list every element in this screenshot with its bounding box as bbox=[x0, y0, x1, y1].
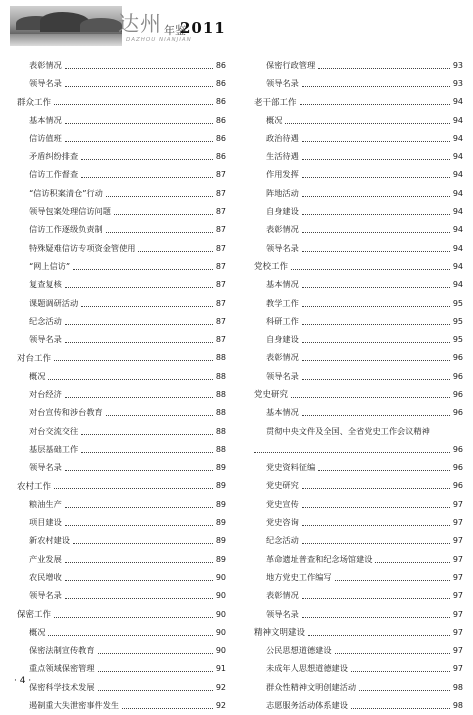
toc-entry[interactable] bbox=[254, 459, 463, 477]
toc-entry-title: 领导名录 bbox=[266, 608, 299, 619]
leader-dots bbox=[81, 452, 213, 453]
toc-entry[interactable] bbox=[17, 367, 226, 385]
leader-dots bbox=[359, 690, 450, 691]
toc-page-number: 97 bbox=[452, 664, 463, 674]
toc-entry-title: 领导名录 bbox=[29, 334, 62, 345]
leader-dots bbox=[375, 562, 449, 563]
leader-dots bbox=[302, 306, 450, 307]
banner-year: 2011 bbox=[180, 19, 226, 37]
toc-page-number: 86 bbox=[215, 133, 226, 143]
toc-page-number: 88 bbox=[215, 444, 226, 454]
toc-entry[interactable] bbox=[17, 257, 226, 275]
toc-category[interactable] bbox=[254, 623, 463, 641]
toc-entry-title: “信访积案清仓”行动 bbox=[29, 187, 103, 198]
toc-page-number: 90 bbox=[215, 609, 226, 619]
toc-entry-title: 党校工作 bbox=[254, 262, 289, 273]
toc-page-number: 87 bbox=[215, 188, 226, 198]
toc-entry-title: 重点领域保密管理 bbox=[29, 663, 95, 674]
toc-entry-title: 群众工作 bbox=[17, 97, 52, 108]
toc-entry[interactable] bbox=[17, 513, 226, 531]
toc-page-number: 98 bbox=[452, 682, 463, 692]
leader-dots bbox=[65, 525, 213, 526]
toc-page-number: 94 bbox=[452, 97, 463, 107]
toc-entry-title: 科研工作 bbox=[266, 315, 299, 326]
toc-page-number: 97 bbox=[452, 499, 463, 509]
toc-entry-title: 领导名录 bbox=[29, 77, 62, 88]
toc-entry-title: 保密科学技术发展 bbox=[29, 681, 95, 692]
toc-page-number: 94 bbox=[452, 207, 463, 217]
toc-page-number: 94 bbox=[452, 152, 463, 162]
leader-dots bbox=[302, 507, 450, 508]
toc-page-number: 87 bbox=[215, 243, 226, 253]
toc-entry-title: 地方党史工作编写 bbox=[266, 571, 332, 582]
toc-page-number: 88 bbox=[215, 371, 226, 381]
toc-entry-title: 未成年人思想道德建设 bbox=[266, 663, 348, 674]
toc-entry[interactable] bbox=[254, 367, 463, 385]
toc-entry[interactable] bbox=[17, 184, 226, 202]
toc-page-number: 86 bbox=[215, 115, 226, 125]
toc-entry-title: 党史宣传 bbox=[266, 498, 299, 509]
leader-dots bbox=[138, 251, 212, 252]
toc-page-number: 98 bbox=[452, 701, 463, 711]
toc-entry[interactable] bbox=[17, 239, 226, 257]
toc-entry-title: 党史研究 bbox=[254, 390, 289, 401]
leader-dots bbox=[48, 379, 212, 380]
toc-entry-title: 基层基础工作 bbox=[29, 443, 79, 454]
toc-page-number: 94 bbox=[452, 243, 463, 253]
toc-entry[interactable] bbox=[254, 111, 463, 129]
leader-dots bbox=[302, 488, 450, 489]
leader-dots bbox=[65, 324, 213, 325]
toc-entry[interactable] bbox=[254, 74, 463, 92]
toc-page-number: 94 bbox=[452, 170, 463, 180]
leader-dots bbox=[106, 232, 213, 233]
toc-entry[interactable] bbox=[17, 294, 226, 312]
toc-column-left bbox=[17, 56, 226, 715]
toc-entry-title: 对台宣传和涉台教育 bbox=[29, 407, 103, 418]
toc-entry-title: 政治待遇 bbox=[266, 132, 299, 143]
toc-page-number: 88 bbox=[215, 353, 226, 363]
toc-entry-title: 老干部工作 bbox=[254, 97, 297, 108]
leader-dots bbox=[81, 434, 213, 435]
toc-entry-title: 精神文明建设 bbox=[254, 628, 306, 639]
toc-entry-title: 对台工作 bbox=[17, 353, 52, 364]
toc-page-number: 97 bbox=[452, 554, 463, 564]
banner-pinyin: DAZHOU NIANJIAN bbox=[126, 37, 192, 43]
leader-dots bbox=[114, 214, 213, 215]
leader-dots bbox=[65, 68, 213, 69]
toc-entry[interactable] bbox=[254, 532, 463, 550]
toc-entry-title: 领导包案处理信访问题 bbox=[29, 206, 111, 217]
toc-entry-title: 对台经济 bbox=[29, 388, 62, 399]
toc-page-number: 92 bbox=[215, 682, 226, 692]
toc-category[interactable] bbox=[254, 257, 463, 275]
toc-entry-title: 表彰情况 bbox=[266, 224, 299, 235]
leader-dots bbox=[302, 232, 450, 233]
toc-entry[interactable] bbox=[17, 202, 226, 220]
toc-page-number: 88 bbox=[215, 408, 226, 418]
toc-entry-title: 课题调研活动 bbox=[29, 297, 79, 308]
toc-page-number: 96 bbox=[452, 408, 463, 418]
leader-dots bbox=[54, 617, 213, 618]
toc-entry[interactable] bbox=[254, 587, 463, 605]
toc-page-number: 96 bbox=[452, 444, 463, 454]
toc-entry[interactable] bbox=[254, 276, 463, 294]
leader-dots bbox=[65, 123, 213, 124]
leader-dots bbox=[300, 104, 450, 105]
leader-dots bbox=[302, 159, 450, 160]
leader-dots bbox=[302, 196, 450, 197]
leader-dots bbox=[73, 543, 213, 544]
toc-category[interactable] bbox=[254, 385, 463, 403]
toc-entry-title: 粮油生产 bbox=[29, 498, 62, 509]
leader-dots bbox=[302, 214, 450, 215]
leader-dots bbox=[302, 415, 450, 416]
leader-dots bbox=[302, 251, 450, 252]
leader-dots bbox=[302, 141, 450, 142]
toc-entry-title: 信访工作督查 bbox=[29, 169, 79, 180]
toc-entry[interactable] bbox=[254, 440, 463, 458]
toc-page-number: 92 bbox=[215, 701, 226, 711]
toc-entry-title: 领导名录 bbox=[266, 77, 299, 88]
leader-dots bbox=[318, 470, 450, 471]
leader-dots bbox=[302, 360, 450, 361]
leader-dots bbox=[302, 324, 450, 325]
toc-entry[interactable] bbox=[17, 56, 226, 74]
leader-dots bbox=[98, 653, 213, 654]
yearbook-banner bbox=[10, 6, 226, 46]
toc-entry[interactable] bbox=[254, 221, 463, 239]
toc-entry[interactable] bbox=[17, 74, 226, 92]
toc-entry-title: 自身建设 bbox=[266, 334, 299, 345]
toc-page-number: 95 bbox=[452, 335, 463, 345]
toc-entry[interactable] bbox=[17, 678, 226, 696]
toc-page-number: 97 bbox=[452, 572, 463, 582]
toc-page-number: 95 bbox=[452, 298, 463, 308]
toc-entry[interactable] bbox=[17, 221, 226, 239]
toc-entry[interactable] bbox=[254, 202, 463, 220]
toc-page-number: 86 bbox=[215, 152, 226, 162]
toc-entry[interactable] bbox=[17, 587, 226, 605]
toc-entry[interactable] bbox=[254, 678, 463, 696]
toc-entry-title: 项目建设 bbox=[29, 517, 62, 528]
toc-column-right bbox=[254, 56, 463, 715]
toc-entry-title: 阵地活动 bbox=[266, 187, 299, 198]
toc-entry[interactable] bbox=[17, 276, 226, 294]
toc-entry-title: 群众性精神文明创建活动 bbox=[266, 681, 357, 692]
leader-dots bbox=[302, 598, 450, 599]
leader-dots bbox=[302, 617, 450, 618]
toc-page-number: 91 bbox=[215, 664, 226, 674]
toc-entry[interactable] bbox=[254, 513, 463, 531]
toc-entry[interactable] bbox=[17, 660, 226, 678]
toc-entry[interactable] bbox=[17, 385, 226, 403]
toc-page-number: 87 bbox=[215, 207, 226, 217]
leader-dots bbox=[302, 543, 450, 544]
toc-entry-title: 领导名录 bbox=[266, 370, 299, 381]
toc-entry[interactable] bbox=[254, 696, 463, 714]
toc-entry-title: 保密工作 bbox=[17, 610, 52, 621]
toc-entry-title: 保密法制宣传教育 bbox=[29, 645, 95, 656]
toc-entry[interactable] bbox=[17, 440, 226, 458]
toc-page-number: 96 bbox=[452, 463, 463, 473]
toc-entry[interactable] bbox=[17, 404, 226, 422]
toc-entry[interactable] bbox=[254, 56, 463, 74]
toc-entry-title: 新农村建设 bbox=[29, 535, 70, 546]
toc-page-number: 93 bbox=[452, 60, 463, 70]
toc-entry-title: 志愿服务活动体系建设 bbox=[266, 700, 348, 711]
leader-dots bbox=[302, 86, 450, 87]
toc-entry-title: 保密行政管理 bbox=[266, 59, 316, 70]
toc-entry-title: 作用发挥 bbox=[266, 169, 299, 180]
leader-dots bbox=[308, 635, 450, 636]
toc-entry[interactable] bbox=[17, 568, 226, 586]
toc-entry-title: 复查复核 bbox=[29, 279, 62, 290]
leader-dots bbox=[73, 269, 213, 270]
toc-entry-title: 领导名录 bbox=[266, 242, 299, 253]
toc-entry-title: 生活待遇 bbox=[266, 151, 299, 162]
toc-page-number: 96 bbox=[452, 481, 463, 491]
leader-dots bbox=[54, 488, 213, 489]
toc-page-number: 90 bbox=[215, 591, 226, 601]
toc-page-number: 94 bbox=[452, 188, 463, 198]
leader-dots bbox=[254, 452, 450, 453]
toc-page-number: 96 bbox=[452, 371, 463, 381]
toc-entry[interactable] bbox=[254, 239, 463, 257]
toc-entry[interactable] bbox=[254, 184, 463, 202]
toc-page-number: 94 bbox=[452, 225, 463, 235]
leader-dots bbox=[81, 306, 213, 307]
toc-entry[interactable] bbox=[254, 404, 463, 422]
toc-entry-title: 矛盾纠纷排查 bbox=[29, 151, 79, 162]
toc-entry-title: 概况 bbox=[29, 626, 46, 637]
toc-entry[interactable] bbox=[17, 459, 226, 477]
toc-page-number: 89 bbox=[215, 554, 226, 564]
leader-dots bbox=[65, 287, 213, 288]
toc-page-number: 87 bbox=[215, 298, 226, 308]
toc-page-number: 87 bbox=[215, 225, 226, 235]
toc-entry-title: 公民思想道德建设 bbox=[266, 645, 332, 656]
leader-dots bbox=[98, 671, 213, 672]
toc-entry-title: 信访工作逐级负责制 bbox=[29, 224, 103, 235]
toc-entry[interactable] bbox=[254, 660, 463, 678]
toc-entry-title: 农村工作 bbox=[17, 481, 52, 492]
landscape-photo bbox=[10, 6, 122, 46]
toc-entry[interactable] bbox=[254, 312, 463, 330]
toc-entry-title: 产业发展 bbox=[29, 553, 62, 564]
leader-dots bbox=[65, 342, 213, 343]
toc-entry-title: 革命遗址普查和纪念场馆建设 bbox=[266, 553, 373, 564]
toc-category[interactable] bbox=[254, 93, 463, 111]
toc-entry-title: 贯彻中央文件及全国、全省党史工作会议精神 bbox=[266, 425, 430, 436]
toc-entry[interactable] bbox=[17, 623, 226, 641]
leader-dots bbox=[302, 287, 450, 288]
toc-entry[interactable] bbox=[17, 147, 226, 165]
toc-page-number: 94 bbox=[452, 261, 463, 271]
toc-category[interactable] bbox=[17, 93, 226, 111]
banner-title: 达州 bbox=[118, 12, 162, 36]
toc-entry-title: 教学工作 bbox=[266, 297, 299, 308]
toc-page-number: 95 bbox=[452, 316, 463, 326]
toc-entry-title: 党史咨询 bbox=[266, 517, 299, 528]
leader-dots bbox=[65, 141, 213, 142]
toc-entry-title: 纪念活动 bbox=[266, 535, 299, 546]
toc-entry[interactable] bbox=[17, 166, 226, 184]
toc-page-number: 94 bbox=[452, 280, 463, 290]
toc-entry[interactable] bbox=[17, 330, 226, 348]
toc-entry[interactable] bbox=[17, 550, 226, 568]
toc-entry[interactable] bbox=[254, 477, 463, 495]
toc-page-number: 97 bbox=[452, 627, 463, 637]
toc-page-number: 90 bbox=[215, 572, 226, 582]
leader-dots bbox=[302, 177, 450, 178]
leader-dots bbox=[302, 379, 450, 380]
toc-entry-title: 遏制重大失泄密事件发生 bbox=[29, 700, 120, 711]
toc-entry[interactable] bbox=[17, 642, 226, 660]
toc-page-number: 93 bbox=[452, 78, 463, 88]
toc-entry[interactable] bbox=[254, 129, 463, 147]
leader-dots bbox=[106, 196, 213, 197]
toc-page-number: 94 bbox=[452, 133, 463, 143]
toc-entry-title: 概况 bbox=[29, 370, 46, 381]
toc-page-number: 89 bbox=[215, 481, 226, 491]
toc-entry-title: 党史资料征编 bbox=[266, 462, 316, 473]
leader-dots bbox=[291, 397, 450, 398]
toc-page-number: 86 bbox=[215, 78, 226, 88]
toc-entry[interactable] bbox=[254, 568, 463, 586]
leader-dots bbox=[54, 360, 213, 361]
leader-dots bbox=[302, 525, 450, 526]
toc-category[interactable] bbox=[17, 477, 226, 495]
toc-page-number: 87 bbox=[215, 170, 226, 180]
toc-page-number: 89 bbox=[215, 499, 226, 509]
toc-entry-title: 农民增收 bbox=[29, 571, 62, 582]
toc-page-number: 96 bbox=[452, 389, 463, 399]
leader-dots bbox=[65, 507, 213, 508]
leader-dots bbox=[106, 415, 213, 416]
leader-dots bbox=[65, 562, 213, 563]
toc-entry-title: 领导名录 bbox=[29, 462, 62, 473]
leader-dots bbox=[318, 68, 450, 69]
toc-entry-title: 信访值班 bbox=[29, 132, 62, 143]
toc-entry[interactable] bbox=[254, 166, 463, 184]
leader-dots bbox=[351, 671, 450, 672]
toc-entry-title: 党史研究 bbox=[266, 480, 299, 491]
toc-page-number: 97 bbox=[452, 591, 463, 601]
leader-dots bbox=[302, 342, 450, 343]
leader-dots bbox=[335, 580, 450, 581]
toc-page-number: 89 bbox=[215, 518, 226, 528]
toc-entry-title: 概况 bbox=[266, 114, 283, 125]
toc-page-number: 90 bbox=[215, 646, 226, 656]
leader-dots bbox=[65, 397, 213, 398]
toc-entry[interactable] bbox=[17, 129, 226, 147]
toc-entry-title: 特殊疑难信访专项资金管使用 bbox=[29, 242, 136, 253]
leader-dots bbox=[285, 123, 449, 124]
toc-page-number: 87 bbox=[215, 280, 226, 290]
toc-entry-title: 基本情况 bbox=[266, 279, 299, 290]
toc-entry[interactable] bbox=[254, 330, 463, 348]
toc-page-number: 89 bbox=[215, 463, 226, 473]
toc-page-number: 94 bbox=[452, 115, 463, 125]
toc-entry[interactable] bbox=[254, 495, 463, 513]
banner-nian: 年鉴 bbox=[164, 24, 186, 37]
toc-entry-title: “网上信访” bbox=[29, 260, 71, 271]
toc-page-number: 97 bbox=[452, 518, 463, 528]
toc-entry[interactable] bbox=[254, 147, 463, 165]
toc-entry[interactable] bbox=[17, 312, 226, 330]
toc-entry[interactable] bbox=[17, 422, 226, 440]
toc-entry-title: 表彰情况 bbox=[29, 59, 62, 70]
toc-page-number: 88 bbox=[215, 389, 226, 399]
leader-dots bbox=[54, 104, 213, 105]
toc-entry-title: 表彰情况 bbox=[266, 590, 299, 601]
toc-page-number: 86 bbox=[215, 60, 226, 70]
toc-entry-title: 自身建设 bbox=[266, 206, 299, 217]
toc-page-number: 88 bbox=[215, 426, 226, 436]
toc-entry-title: 对台交流交往 bbox=[29, 425, 79, 436]
toc-page-number: 97 bbox=[452, 609, 463, 619]
toc-category[interactable] bbox=[17, 605, 226, 623]
toc-entry[interactable] bbox=[17, 111, 226, 129]
leader-dots bbox=[65, 86, 213, 87]
leader-dots bbox=[122, 708, 213, 709]
toc-entry-title: 基本情况 bbox=[266, 407, 299, 418]
toc-page-number: 96 bbox=[452, 353, 463, 363]
toc-entry[interactable] bbox=[254, 642, 463, 660]
toc-page-number: 87 bbox=[215, 316, 226, 326]
toc-page-number: 89 bbox=[215, 536, 226, 546]
toc-category[interactable] bbox=[17, 349, 226, 367]
toc-entry[interactable] bbox=[17, 495, 226, 513]
toc-entry[interactable] bbox=[17, 532, 226, 550]
toc-entry-title: 纪念活动 bbox=[29, 315, 62, 326]
leader-dots bbox=[81, 159, 213, 160]
toc-entry[interactable] bbox=[254, 605, 463, 623]
leader-dots bbox=[81, 177, 213, 178]
leader-dots bbox=[65, 580, 213, 581]
toc-page-number: 87 bbox=[215, 261, 226, 271]
toc-entry[interactable] bbox=[254, 349, 463, 367]
leader-dots bbox=[65, 598, 213, 599]
leader-dots bbox=[291, 269, 450, 270]
page-number: · 4 · bbox=[14, 676, 32, 686]
toc-page-number: 97 bbox=[452, 536, 463, 546]
toc-entry-title: 领导名录 bbox=[29, 590, 62, 601]
leader-dots bbox=[335, 653, 450, 654]
toc-entry[interactable] bbox=[254, 294, 463, 312]
leader-dots bbox=[351, 708, 450, 709]
toc-page-number: 90 bbox=[215, 627, 226, 637]
toc-entry-title: 基本情况 bbox=[29, 114, 62, 125]
leader-dots bbox=[98, 690, 213, 691]
leader-dots bbox=[48, 635, 212, 636]
toc-entry[interactable] bbox=[254, 422, 463, 440]
toc-entry[interactable] bbox=[17, 696, 226, 714]
toc-entry-title: 表彰情况 bbox=[266, 352, 299, 363]
toc-entry[interactable] bbox=[254, 550, 463, 568]
toc-page-number: 86 bbox=[215, 97, 226, 107]
toc-page-number: 87 bbox=[215, 335, 226, 345]
toc-page-number: 97 bbox=[452, 646, 463, 656]
leader-dots bbox=[65, 470, 213, 471]
